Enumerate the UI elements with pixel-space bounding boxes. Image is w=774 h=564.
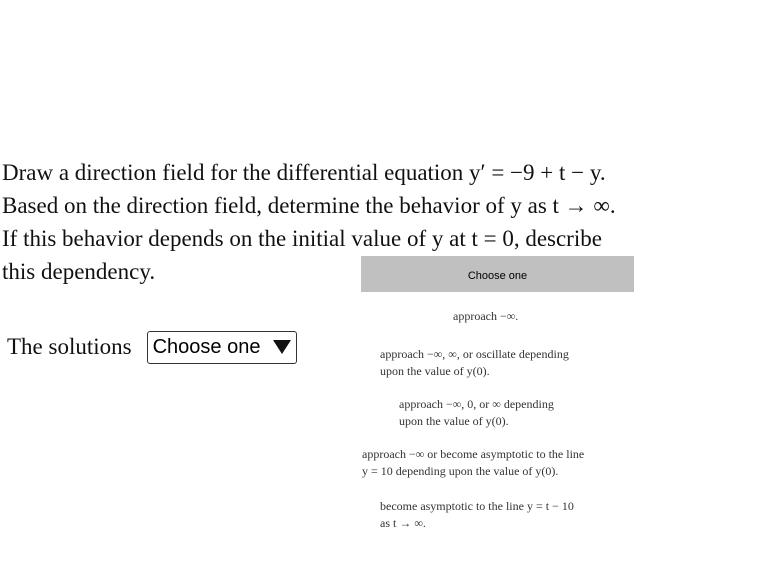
dropdown-option-oscillate[interactable] — [380, 346, 569, 380]
option-3-line-2: upon the value of y(0). — [399, 414, 509, 428]
select-value: Choose one — [152, 335, 261, 358]
problem-line-3: If this behavior depends on the initial value of y at t = 0, describe — [2, 226, 602, 251]
option-5-line-2: as t → ∞. — [380, 516, 426, 530]
dropdown-header-choose-one[interactable]: Choose one — [361, 256, 634, 292]
problem-line-1: Draw a direction field for the differential equation y′ = −9 + t − y. — [2, 160, 606, 185]
dropdown-menu — [361, 256, 634, 530]
dropdown-arrow-icon — [273, 340, 291, 354]
solutions-select[interactable] — [147, 331, 297, 364]
answer-row — [7, 330, 297, 364]
answer-prompt-label: The solutions — [7, 334, 132, 359]
option-3-line-1: approach −∞, 0, or ∞ depending — [399, 397, 554, 411]
option-1-line-1: approach −∞. — [453, 309, 519, 323]
option-5-line-1: become asymptotic to the line y = t − 10 — [380, 499, 574, 513]
dropdown-option-approach-neg-infinity[interactable] — [453, 308, 518, 325]
option-2-line-1: approach −∞, ∞, or oscillate depending — [380, 347, 569, 361]
dropdown-option-asymptotic-t-minus-10[interactable] — [380, 498, 574, 532]
problem-line-2: Based on the direction field, determine the behavior of y as t → ∞. — [2, 193, 616, 218]
option-2-line-2: upon the value of y(0). — [380, 364, 490, 378]
dropdown-option-asymptotic-y-10[interactable] — [362, 446, 584, 480]
problem-line-4: this dependency. — [2, 259, 156, 284]
dropdown-option-neg-inf-zero-inf[interactable] — [399, 396, 554, 430]
option-4-line-1: approach −∞ or become asymptotic to the line — [362, 447, 585, 461]
option-4-line-2: y = 10 depending upon the value of y(0). — [362, 464, 559, 478]
